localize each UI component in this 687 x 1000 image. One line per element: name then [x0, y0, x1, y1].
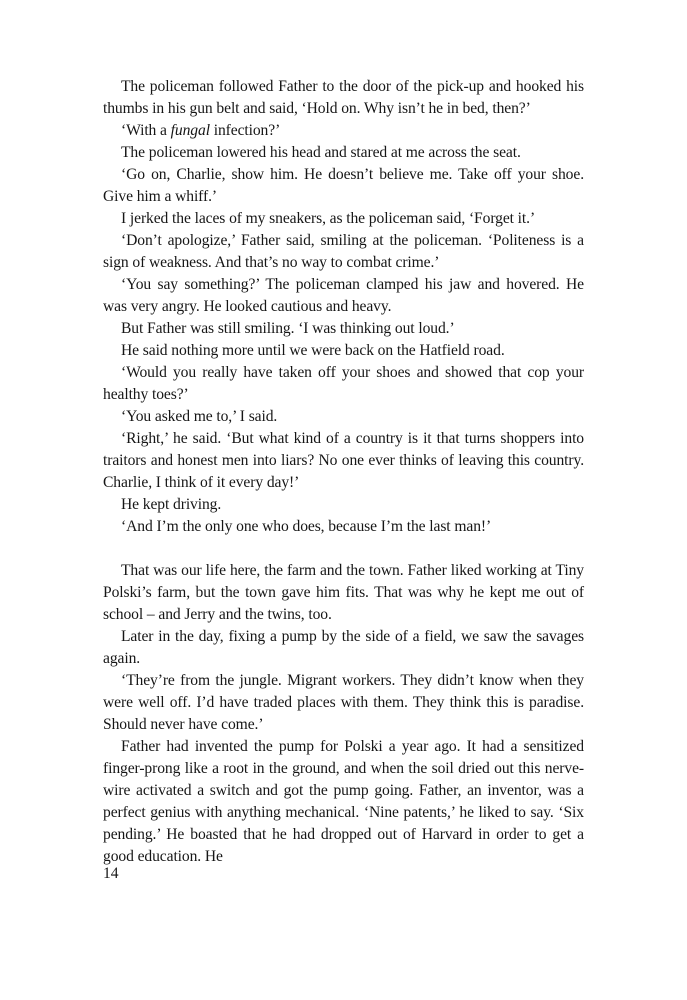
paragraph: But Father was still smiling. ‘I was thinking out loud.’ — [121, 320, 455, 337]
paragraph: ‘Right,’ he said. ‘But what kind of a country is it that turns shoppers into traitors and honest men into liars? No one ever thinks of leaving this country. Charlie, I think of it every day!’ — [103, 430, 584, 491]
paragraph: ‘They’re from the jungle. Migrant workers. They didn’t know when they were well off. I’d have traded places with them. They think this is paradise. Should never have come.’ — [103, 672, 584, 733]
paragraph: The policeman followed Father to the door of the pick-up and hooked his thumbs in his gun belt and said, ‘Hold on. Why isn’t he in bed, then?’ — [103, 78, 584, 117]
paragraph: He kept driving. — [121, 496, 222, 513]
paragraph: ‘You asked me to,’ I said. — [121, 408, 278, 425]
paragraph: He said nothing more until we were back on the Hatfield road. — [121, 342, 505, 359]
paragraph-fungal — [103, 120, 584, 142]
paragraph: ‘Go on, Charlie, show him. He doesn’t believe me. Take off your shoe. Give him a whiff.’ — [103, 166, 584, 205]
paragraph: ‘Would you really have taken off your shoes and showed that cop your healthy toes?’ — [103, 364, 584, 403]
paragraph: ‘Don’t apologize,’ Father said, smiling at the policeman. ‘Politeness is a sign of weakness. And that’s no way to combat crime.’ — [103, 232, 584, 271]
paragraph: That was our life here, the farm and the town. Father liked working at Tiny Polski’s farm, but the town gave him fits. That was why he kept me out of school – and Jerry and the twins, too. — [103, 562, 584, 623]
section-break — [103, 538, 584, 560]
paragraph-fungal-lead: ‘With a — [121, 122, 171, 139]
paragraph: Father had invented the pump for Polski a year ago. It had a sensitized finger-prong like a root in the ground, and when the soil dried out this nerve-wire activated a switch and got the pump going. Father, an inventor, was a perfect genius with anything mechanical. ‘Nine patents,’ he liked to say. ‘Six pending.’ He boasted that he had dropped out of Harvard in order to get a good education. He — [103, 738, 584, 865]
body-text — [103, 76, 584, 868]
paragraph: ‘And I’m the only one who does, because I’m the last man!’ — [121, 518, 492, 535]
paragraph: The policeman lowered his head and stared at me across the seat. — [121, 144, 521, 161]
paragraph: I jerked the laces of my sneakers, as the policeman said, ‘Forget it.’ — [121, 210, 536, 227]
paragraph: Later in the day, fixing a pump by the side of a field, we saw the savages again. — [103, 628, 584, 667]
paragraph-fungal-rest: infection?’ — [209, 122, 281, 139]
fungal-emphasis: fungal — [170, 122, 210, 139]
paragraph: ‘You say something?’ The policeman clamped his jaw and hovered. He was very angry. He looked cautious and heavy. — [103, 276, 584, 315]
page-number: 14 — [103, 865, 119, 882]
